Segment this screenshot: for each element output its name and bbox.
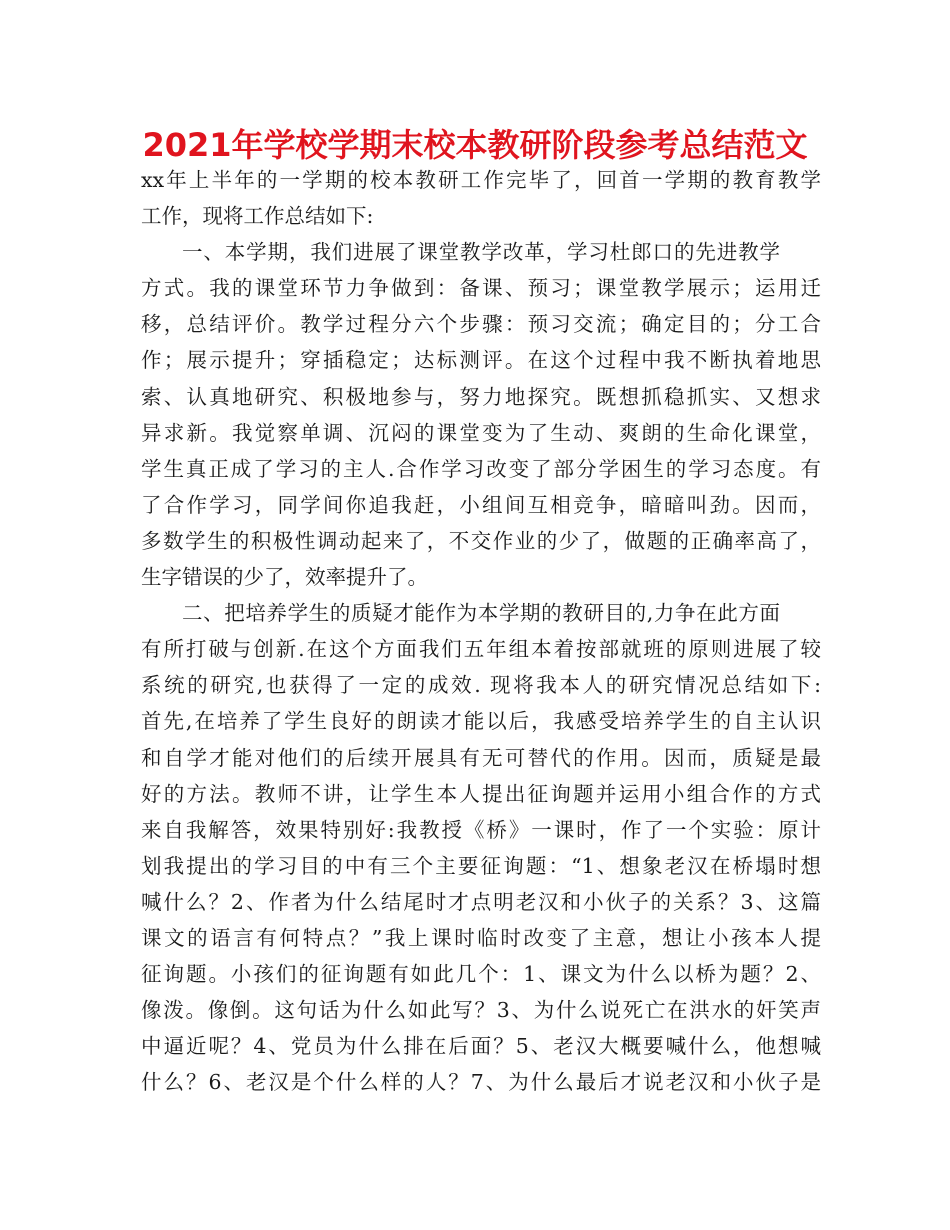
text-line: 索、认真地研究、积极地参与，努力地探究。既想抓稳抓实、又想求: [141, 384, 821, 409]
document-title: 2021年学校学期末校本教研阶段参考总结范文: [142, 126, 808, 164]
text-line: 作；展示提升；穿插稳定；达标测评。在这个过程中我不断执着地思: [141, 348, 821, 373]
text-line: 工作，现将工作总结如下:: [141, 204, 374, 229]
text-line: 异求新。我觉察单调、沉闷的课堂变为了生动、爽朗的生命化课堂，: [141, 420, 821, 445]
paragraph-start-line: 一、本学期，我们进展了课堂教学改革，学习杜郎口的先进教学: [182, 240, 780, 265]
text-line: 来自我解答，效果特别好:我教授《桥》一课时，作了一个实验：原计: [141, 817, 821, 842]
text-line: 了合作学习，同学间你追我赶，小组间互相竞争，暗暗叫劲。因而，: [141, 492, 821, 517]
text-line: 征询题。小孩们的征询题有如此几个：1、课文为什么以桥为题？2、: [141, 962, 821, 987]
text-line: 什么？6、老汉是个什么样的人？7、为什么最后才说老汉和小伙子是: [141, 1070, 821, 1095]
text-line: 好的方法。教师不讲，让学生本人提出征询题并运用小组合作的方式: [141, 781, 821, 806]
text-line: 像泼。像倒。这句话为什么如此写？3、为什么说死亡在洪水的奸笑声: [141, 998, 821, 1023]
text-line: 首先,在培养了学生良好的朗读才能以后，我感受培养学生的自主认识: [141, 709, 821, 734]
paragraph-start-line: 二、把培养学生的质疑才能作为本学期的教研目的,力争在此方面: [182, 601, 780, 626]
document-body: [141, 162, 821, 1100]
text-line: 喊什么？2、作者为什么结尾时才点明老汉和小伙子的关系？3、这篇: [141, 889, 821, 914]
text-line: 课文的语言有何特点？”我上课时临时改变了主意，想让小孩本人提: [141, 925, 821, 950]
text-line: 有所打破与创新.在这个方面我们五年组本着按部就班的原则进展了较: [141, 637, 821, 662]
text-line: 和自学才能对他们的后续开展具有无可替代的作用。因而，质疑是最: [141, 745, 821, 770]
text-line: 移，总结评价。教学过程分六个步骤：预习交流；确定目的；分工合: [141, 312, 821, 337]
text-line: 划我提出的学习目的中有三个主要征询题：“1、想象老汉在桥塌时想: [141, 853, 821, 878]
text-line: 系统的研究,也获得了一定的成效. 现将我本人的研究情况总结如下:: [141, 673, 821, 698]
text-line: 学生真正成了学习的主人.合作学习改变了部分学困生的学习态度。有: [141, 456, 821, 481]
text-line: 生字错误的少了，效率提升了。: [141, 565, 428, 590]
text-line: 方式。我的课堂环节力争做到：备课、预习；课堂教学展示；运用迁: [141, 276, 821, 301]
text-line: xx年上半年的一学期的校本教研工作完毕了，回首一学期的教育教学: [141, 168, 821, 192]
text-line: 多数学生的积极性调动起来了，不交作业的少了，做题的正确率高了，: [141, 528, 821, 553]
text-line: 中逼近呢？4、党员为什么排在后面？5、老汉大概要喊什么，他想喊: [141, 1034, 821, 1059]
